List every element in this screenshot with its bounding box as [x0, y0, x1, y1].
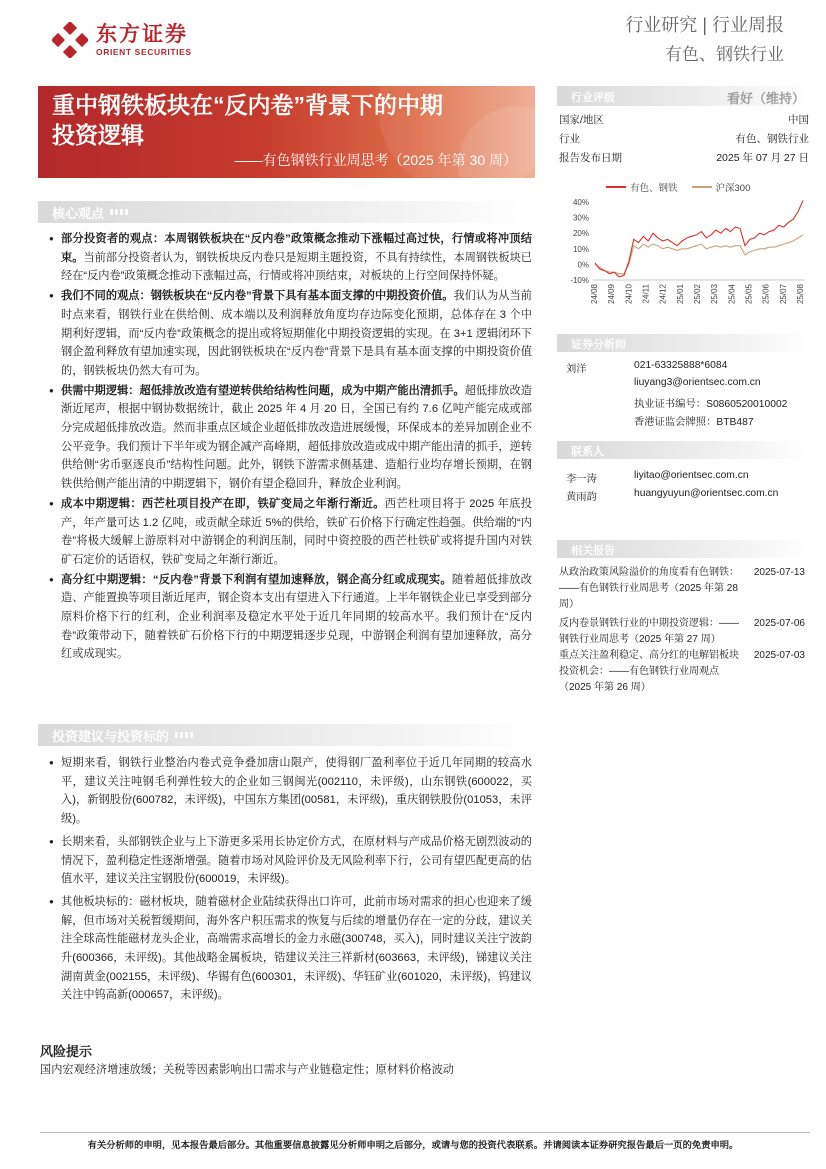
related-report-item[interactable] — [559, 616, 809, 648]
rating-bar — [557, 86, 811, 106]
analyst-email[interactable]: liuyang3@orientsec.com.cn — [634, 377, 761, 388]
info-value: 2025 年 07 月 27 日 — [716, 152, 809, 164]
related-report-line: （2025 年第 26 周） — [559, 682, 651, 693]
analyst-name: 刘洋 — [566, 364, 587, 375]
core-view-item — [50, 495, 532, 570]
analyst-section-header — [557, 334, 811, 352]
x-tick-label: 25/02 — [693, 284, 702, 305]
core-view-item — [50, 382, 532, 494]
performance-chart — [557, 176, 811, 326]
core-view-item — [50, 230, 532, 286]
core-view-bold: 供需中期逻辑：超低排放改造有望逆转供给结构性问题，成为中期产能出清抓手。 — [61, 384, 465, 397]
rating-label: 行业评级 — [571, 92, 615, 104]
logo-cn: 东方证券 — [96, 23, 188, 46]
footer-divider — [40, 1132, 810, 1133]
dots-icon — [175, 732, 193, 738]
info-key: 国家/地区 — [559, 114, 604, 126]
y-tick-label: 40% — [572, 198, 589, 207]
legend-label: 沪深300 — [715, 183, 751, 194]
investment-item: ● 其他板块标的：磁材板块，随着磁材企业陆续获得出口许可，此前市场对需求的担心也迎来了缓解，但市场对关税暂缓期间，海外客户积压需求的恢复与后续的增量仍存在一定的分歧，建议关注全球高性能磁材龙头企业，高端需求高增长的金力永磁(300748，买入)，同时建议关注宁波韵升(600366，未评级)。其他战略金属板块，锆建议关注三祥新材(603663，未评级)，锑建议关注湖南黄金(002155，未评级)、华锡有色(600301，未评级)、华钰矿业(601020，未评级)，钨建议关注中钨高新(000657，未评级)。 — [50, 893, 532, 1005]
related-report-line: 重点关注盈利稳定、高分红的电解铝板块 — [559, 650, 739, 661]
core-views-header — [38, 201, 535, 223]
core-view-text: 当前部分投资者认为，钢铁板块反内卷只是短期主题投资，不具有持续性，本周钢铁板块已经在“反内卷”政策概念推动下涨幅过高，行情或将冲顶结束，对板块的上行空间保持怀疑。 — [61, 251, 532, 283]
report-header — [625, 12, 784, 68]
related-report-item[interactable] — [559, 565, 809, 613]
risk-title: 风险提示 — [40, 1044, 93, 1059]
related-report-date: 2025-07-13 — [753, 567, 805, 578]
related-report-line: 钢铁行业周思考（2025 年第 27 周） — [559, 634, 721, 645]
related-report-date: 2025-07-06 — [753, 618, 805, 629]
x-tick-label: 24/09 — [607, 284, 617, 305]
related-section-label: 相关报告 — [571, 545, 615, 557]
x-tick-label: 25/08 — [796, 284, 805, 305]
core-view-bold: 成本中期逻辑：西芒杜项目投产在即，铁矿变局之年渐行渐近。 — [61, 497, 385, 510]
investment-item: ● 短期来看，钢铁行业整治内卷式竞争叠加唐山限产，使得钢厂盈利率位于近几年同期的较高水平，建议关注吨钢毛利弹性较大的企业如三钢闽光(002110，未评级)，山东钢铁(600022，买入)，新钢股份(600782，未评级)，中国东方集团(00581，未评级)，重庆钢铁股份(01053，未评级)。 — [50, 754, 532, 829]
related-section-header — [557, 540, 811, 558]
x-tick-label: 25/07 — [778, 284, 788, 305]
core-view-text: 超低排放改造渐近尾声，根据中钢协数据统计，截止 2025 年 4 月 20 日，全国已有约 7.6 亿吨产能完成或部分完成超低排放改造。然而非重点区域企业超低排放改造进展缓慢，环保成本的差异加剧企业不公平竞争。我们预计下半年或为钢企减产高峰期，超低排放改造或成中期产能出清的抓手，逆转供给侧“劣币驱逐良币”结构性问题。此外，钢铁下游需求侧基建、造船行业均存增长预期，在钢铁供给侧产能出清的中期逻辑下，钢价有望企稳回升，释放企业利润。 — [61, 384, 532, 491]
core-view-text: 我们认为从当前时点来看，钢铁行业在供给侧、成本端以及利润释放角度均存边际变化预期，总体存在 3 个中期利好逻辑，而“反内卷”政策概念的提出或将短期催化中期投资逻辑的实现。在 3+1 逻辑闭环下钢企盈利释放有望加速实现，因此钢铁板块在“反内卷”背景下是具有基本面支撑的中期投资价值的，钢铁板块仍然大有可为。 — [61, 290, 532, 377]
analyst-hk-license: 香港证监会牌照：BTB487 — [634, 417, 754, 428]
report-title-line2: 投资逻辑 — [52, 122, 144, 148]
info-row — [559, 131, 809, 146]
analyst-phone: 021-63325888*6084 — [634, 360, 728, 371]
related-report-date: 2025-07-03 — [753, 650, 805, 661]
report-title — [52, 90, 532, 150]
y-tick-label: -10% — [570, 276, 589, 285]
info-value: 有色、钢铁行业 — [735, 133, 809, 145]
related-report-line: ——有色钢铁行业周思考（2025 年第 28 — [559, 583, 738, 594]
info-value: 中国 — [788, 114, 809, 126]
core-view-bold: 高分红中期逻辑：“反内卷”背景下利润有望加速释放，钢企高分红或成现实。 — [61, 573, 452, 586]
core-view-text: 西芒杜项目将于 2025 年底投产，年产量可达 1.2 亿吨，或贡献全球近 5%的供给，铁矿石价格下行确定性趋强。供给端的“内卷”将极大缓解上游原料对中游钢企的利润压制，同时中资控股的西芒杜铁矿或将提升国内对铁矿石定价的话语权，铁矿变局之年渐行渐近。 — [61, 497, 532, 566]
x-tick-label: 24/08 — [590, 284, 599, 305]
x-tick-label: 24/10 — [624, 284, 634, 305]
related-report-line: 反内卷景钢铁行业的中期投资逻辑：—— — [559, 618, 739, 629]
contact-email[interactable]: liyitao@orientsec.com.cn — [634, 470, 749, 481]
core-view-item — [50, 571, 532, 665]
x-tick-label: 25/04 — [727, 284, 737, 305]
report-industry: 有色、钢铁行业 — [665, 45, 784, 64]
x-tick-label: 24/11 — [641, 284, 651, 304]
contacts-section-label: 联系人 — [571, 446, 604, 458]
core-view-item — [50, 287, 532, 381]
report-subtitle: ——有色钢铁行业周思考（2025 年第 30 周） — [234, 152, 517, 168]
investment-header — [38, 724, 535, 746]
contacts-section-header — [557, 441, 811, 459]
x-tick-label: 25/03 — [710, 284, 720, 305]
company-logo — [52, 22, 192, 58]
series-line — [595, 200, 803, 277]
info-key: 报告发布日期 — [559, 152, 622, 164]
footer-disclaimer: 有关分析师的申明，见本报告最后部分。其他重要信息披露见分析师申明之后部分，或请与您的投资代表联系。并请阅读本证券研究报告最后一页的免责申明。 — [87, 1140, 739, 1150]
core-view-text: 随着超低排放改造、产能置换等项目渐近尾声，钢企资本支出有望进入下行通道。上半年钢铁企业已享受到部分原料价格下行的红利，企业利润率及稳定水平处于近几年同期的较高水平。我们预计在“反内卷”政策带动下，随着铁矿石价格下行的中期逻辑逐步兑现，中游钢企利润有望加速释放，高分红或成现实。 — [61, 573, 532, 661]
related-report-item[interactable] — [559, 648, 809, 696]
title-banner — [38, 86, 535, 178]
core-view-bold: 部分投资者的观点：本周钢铁板块在“反内卷”政策概念推动下涨幅过高过快，行情或将冲顶结束。 — [61, 233, 532, 264]
legend-label: 有色、钢铁 — [630, 183, 678, 194]
investment-label: 投资建议与投资标的 — [52, 728, 170, 744]
y-tick-label: 30% — [572, 213, 589, 223]
contact-name: 黄雨韵 — [566, 492, 597, 503]
report-type: 行业研究 | 行业周报 — [625, 15, 784, 35]
report-title-line1: 重中钢铁板块在“反内卷”背景下的中期 — [52, 92, 443, 118]
y-tick-label: 10% — [572, 244, 589, 254]
related-report-line: 从政治政策风险溢价的角度看有色钢铁： — [559, 567, 739, 578]
info-row — [559, 150, 809, 165]
logo-mark-icon — [52, 22, 88, 58]
contact-name: 李一涛 — [566, 474, 597, 485]
rating-value: 看好（维持） — [726, 91, 805, 106]
x-tick-label: 25/01 — [675, 284, 685, 305]
x-tick-label: 25/06 — [761, 284, 771, 305]
analyst-license: 执业证书编号：S0860520010002 — [634, 399, 788, 410]
x-tick-label: 24/12 — [658, 284, 668, 305]
core-views-body — [50, 230, 532, 665]
info-key: 行业 — [559, 133, 580, 145]
investment-body — [50, 754, 532, 1009]
dots-icon — [110, 209, 128, 215]
related-report-line: 投资机会：——有色钢铁行业周观点 — [559, 666, 719, 677]
related-report-line: 周） — [559, 599, 579, 610]
y-tick-label: 0% — [577, 260, 589, 270]
logo-en: ORIENT SECURITIES — [96, 47, 192, 57]
core-view-bold: 我们不同的观点：钢铁板块在“反内卷”背景下具有基本面支撑的中期投资价值。 — [61, 290, 454, 303]
y-tick-label: 20% — [572, 229, 589, 239]
risk-text: 国内宏观经济增速放缓；关税等因素影响出口需求与产业链稳定性；原材料价格波动 — [40, 1064, 454, 1076]
x-tick-label: 25/05 — [744, 284, 754, 305]
info-row — [559, 112, 809, 127]
analyst-section-label: 证券分析师 — [571, 339, 626, 351]
investment-item: ● 长期来看，头部钢铁企业与上下游更多采用长协定价方式，在原材料与产成品价格无剧烈波动的情况下，盈利稳定性逐渐增强。随着市场对风险评价及无风险利率下行，公司有望匹配更高的估值水平，建议关注宝钢股份(600019，未评级)。 — [50, 833, 532, 889]
core-views-label: 核心观点 — [52, 205, 105, 221]
contact-email[interactable]: huangyuyun@orientsec.com.cn — [634, 488, 779, 499]
